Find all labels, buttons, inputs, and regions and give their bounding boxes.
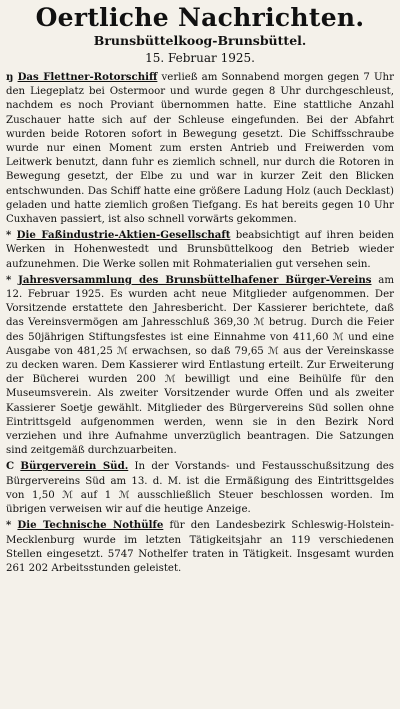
article-marker: ŋ bbox=[6, 71, 14, 83]
article-body: verließ am Sonnabend morgen gegen 7 Uhr den Liegeplatz bei Ostermoor und wurde gegen 8 Uhr durchgeschleust, nachdem es noch Proviant übernommen hatte. Eine stattliche Anzahl Zuschauer hatte sich auf der Schleuse eingefunden. Bei der Abfahrt wurden beide Rotoren sofort in Bewegung gesetzt. Die Schiffsschraube wurde nur einen Moment zum ersten Antrieb und Freiwerden vom Leitwerk benutzt, dann fuhr es ziemlich schnell, nur durch die Rotoren in Bewegung gesetzt, der Elbe zu und war in kurzer Zeit den Blicken entschwunden. Das Schiff hatte eine größere Ladung Holz (auch Decklast) geladen und hatte ziemlich großen Tiefgang. Es hat bereits gegen 10 Uhr Cuxhaven passiert, ist also schnell vorwärts gekommen. bbox=[6, 72, 394, 226]
article-body: In der Vorstands- und Festausschußsitzung des Bürgervereins Süd am 13. d. M. ist die Ermäßigung des Eintrittsgeldes von 1,50 ℳ auf 1 ℳ ausschließlich Steuer beschlossen worden. Im übrigen verweisen wir auf die heutige Anzeige. bbox=[6, 461, 394, 516]
article-marker: C bbox=[6, 460, 15, 473]
article-buergerverein-annual-meeting bbox=[6, 273, 394, 459]
article-lead: Bürgerverein Süd. bbox=[20, 460, 129, 473]
article-fass-industrie bbox=[6, 228, 394, 272]
article-technische-nothuelfe bbox=[6, 518, 394, 576]
section-title: Oertliche Nachrichten. bbox=[35, 3, 365, 32]
article-lead: Die Faßindustrie-Aktien-Gesellschaft bbox=[16, 229, 231, 242]
article-marker: * bbox=[6, 519, 12, 532]
article-rotor-ship bbox=[6, 70, 394, 227]
article-lead: Die Technische Nothülfe bbox=[17, 519, 164, 532]
article-body: am 12. Februar 1925. Es wurden acht neue Mitglieder aufgenommen. Der Vorsitzende erstattete den Jahresbericht. Der Kassierer berichtete, daß das Vereinsvermögen am Jahresschluß 369,30 ℳ betrug. Durch die Feier des 50jährigen Stiftungsfestes ist eine Einnahme von 411,60 ℳ und eine Ausgabe von 481,25 ℳ erwachsen, so daß 79,65 ℳ aus der Vereinskasse zu decken waren. Dem Kassierer wird Entlastung erteilt. Zur Erweiterung der Bücherei wurden 200 ℳ bewilligt und eine Beihülfe für den Museumsverein. Als zweiter Vorsitzender wurde Offen und als zweiter Kassierer Soetje gewählt. Mitglieder des Bürgervereins Süd sollen ohne Eintrittsgeld aufgenommen werden, wenn sie in den Bezirk Nord verziehen und ihre Aufnahme unverzüglich beantragen. Die Satzungen sind zeitgemäß durchzuarbeiten. bbox=[6, 274, 394, 457]
article-lead: Das Flettner-Rotorschiff bbox=[17, 71, 158, 83]
article-marker: * bbox=[6, 273, 12, 286]
article-lead: Jahresversammlung des Brunsbüttelhafener Bürger-Vereins bbox=[18, 273, 372, 286]
article-body: für den Landesbezirk Schleswig-Holstein-Mecklenburg wurde im letzten Tätigkeitsjahr an 119 verschiedenen Stellen eingesetzt. 5747 Nothelfer traten in Tätigkeit. Insgesamt wurden 261 202 Arbeitsstunden geleistet. bbox=[6, 520, 394, 574]
article-buergerverein-sued bbox=[6, 459, 394, 517]
article-marker: * bbox=[6, 229, 12, 242]
article-body: beabsichtigt auf ihren beiden Werken in Hohenwestedt und Brunsbüttelkoog den Betrieb wieder aufzunehmen. Die Werke sollen mit Rohmaterialien gut versehen sein. bbox=[6, 230, 394, 270]
masthead bbox=[6, 4, 394, 67]
section-subtitle: Brunsbüttelkoog-Brunsbüttel. bbox=[93, 33, 307, 48]
issue-date: 15. Februar 1925. bbox=[145, 51, 255, 65]
